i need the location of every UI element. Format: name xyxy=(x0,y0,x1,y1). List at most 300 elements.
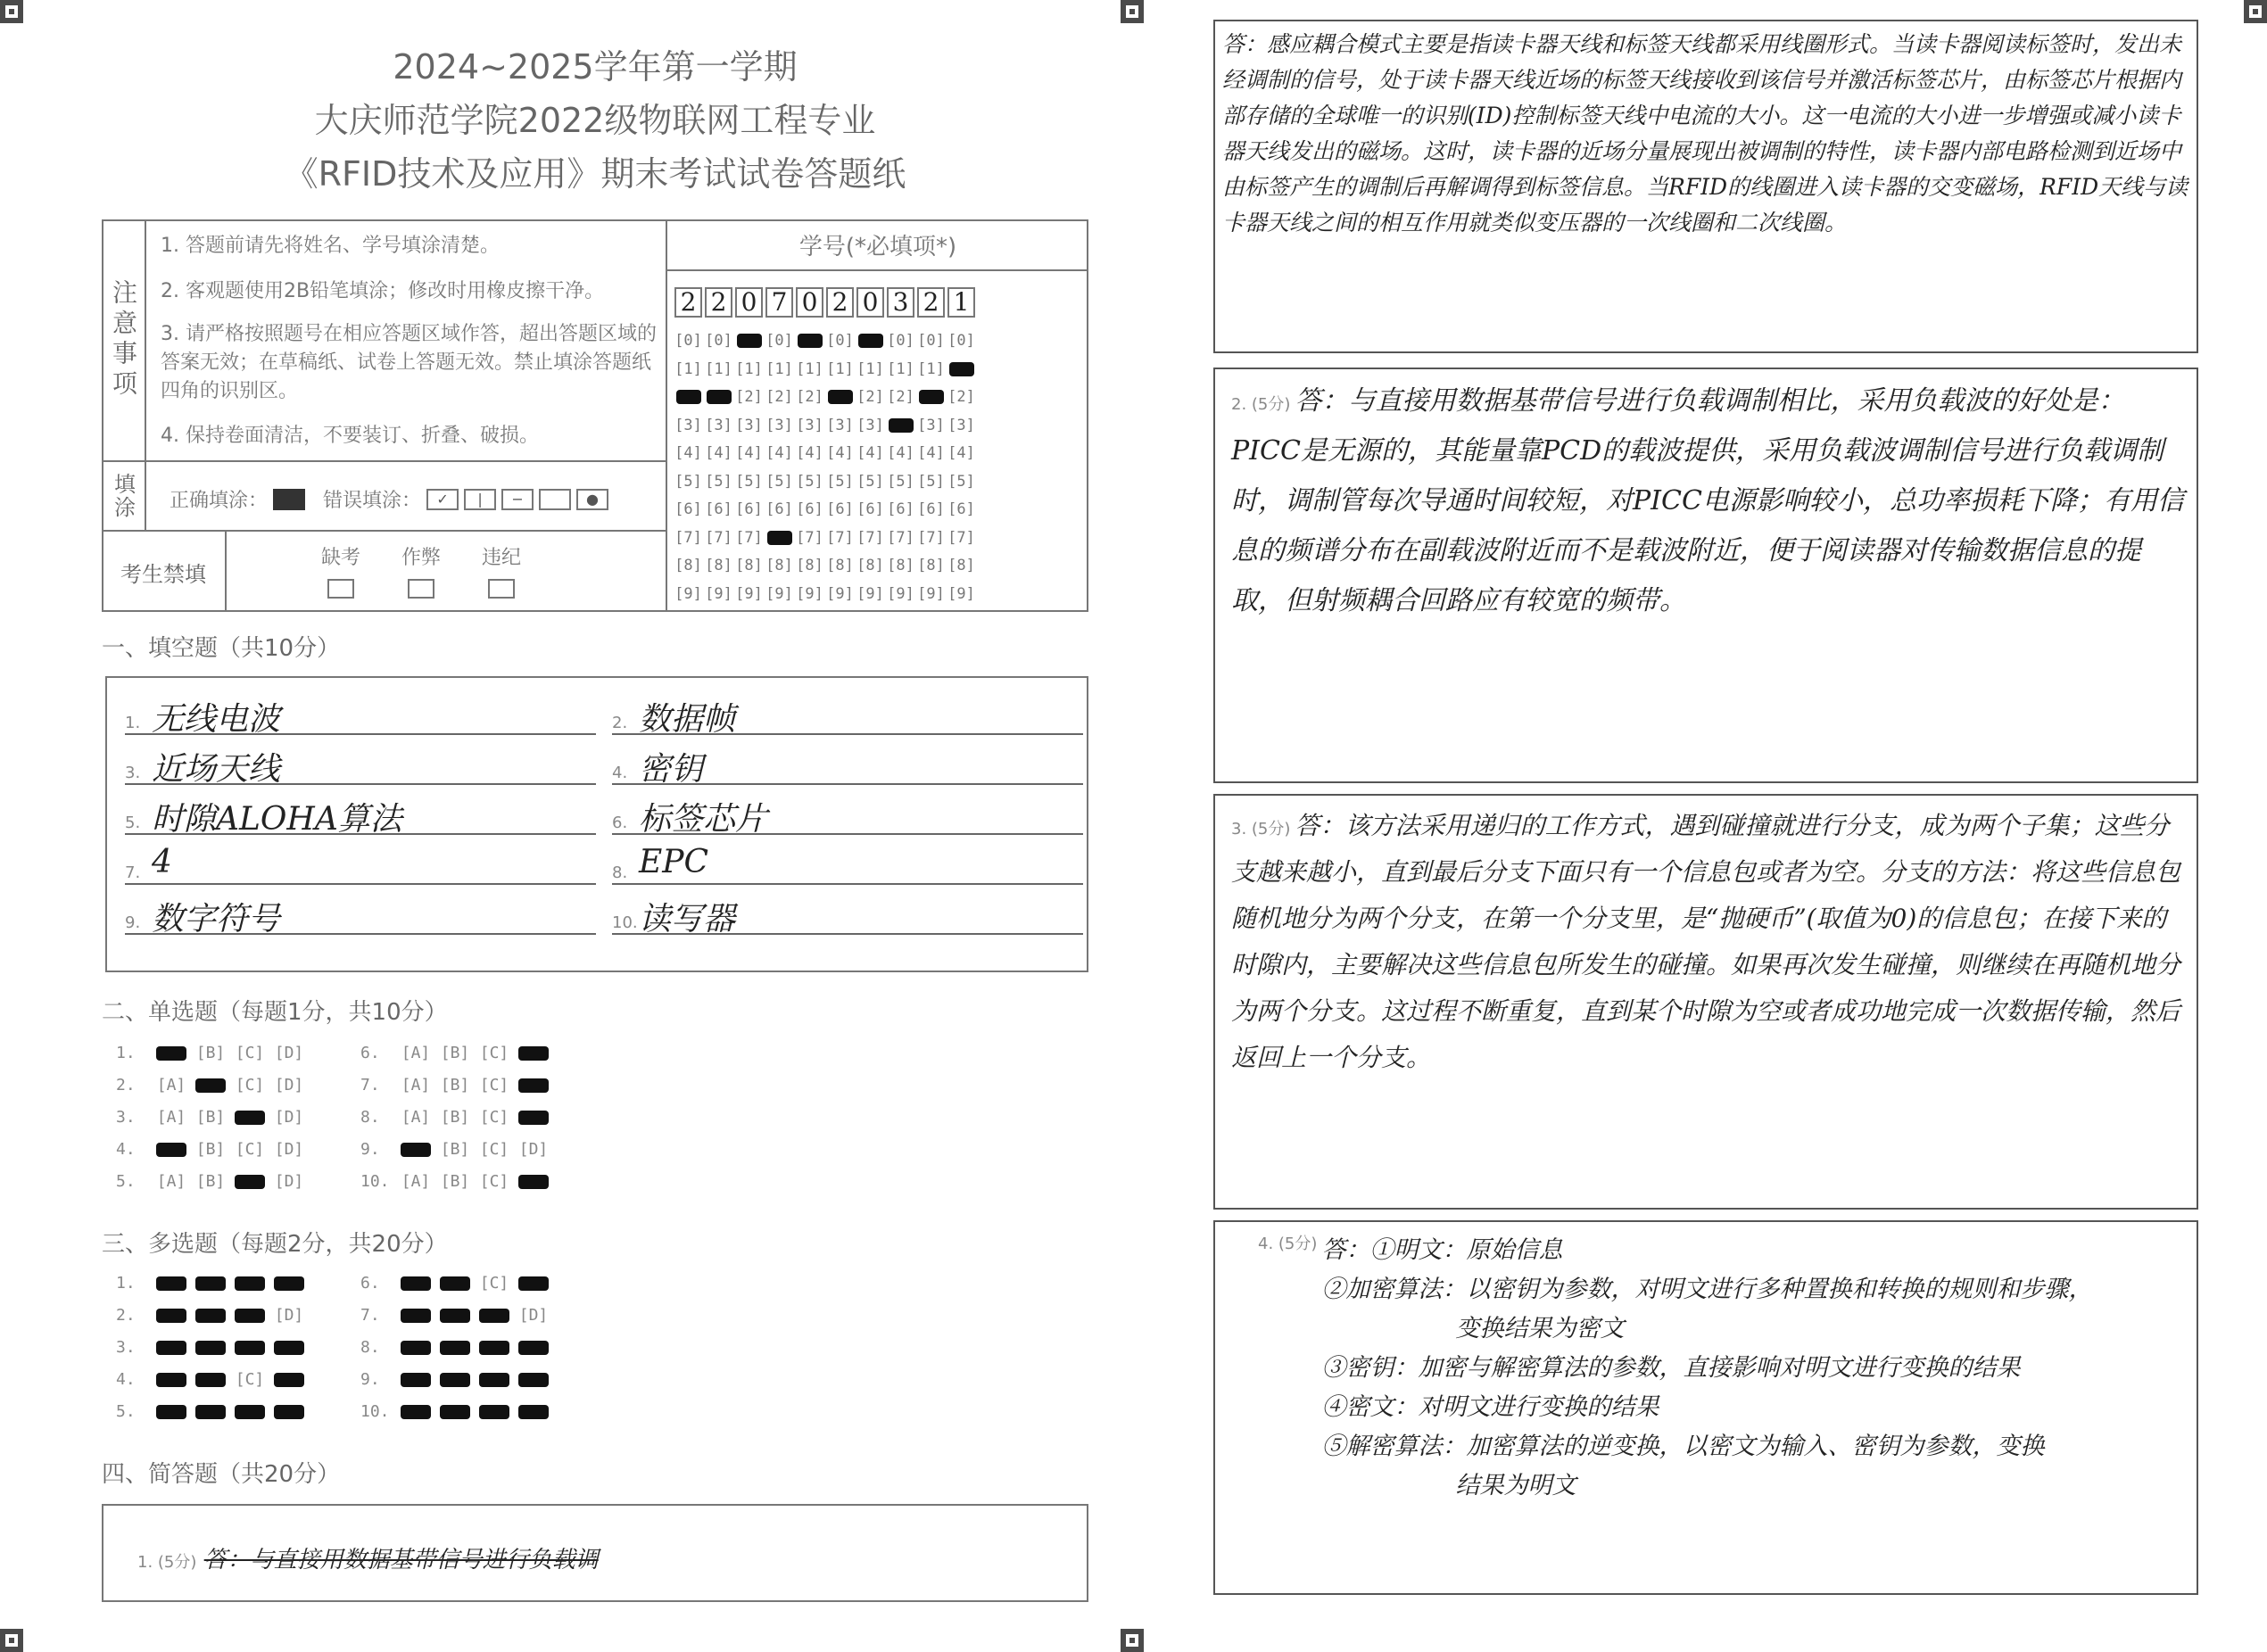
choice-option[interactable]: [C] xyxy=(235,1370,265,1389)
id-bubble-filled[interactable] xyxy=(826,388,854,417)
choice-filled[interactable] xyxy=(518,1373,549,1387)
choice-option[interactable]: [B] xyxy=(440,1140,470,1159)
id-bubble[interactable]: [4] xyxy=(674,444,702,462)
q4-line: 变换结果为密文 xyxy=(1455,1315,1625,1342)
id-bubble-filled[interactable] xyxy=(765,529,793,558)
choice-number: 2. xyxy=(116,1076,136,1094)
id-bubble[interactable]: [1] xyxy=(796,359,823,378)
id-bubble[interactable]: [8] xyxy=(735,557,763,574)
filled-mark xyxy=(707,390,732,404)
id-bubble[interactable]: [1] xyxy=(735,359,763,378)
divider xyxy=(102,460,666,462)
choice-row xyxy=(116,1140,309,1159)
id-bubble[interactable]: [0] xyxy=(674,332,702,350)
choice-filled[interactable] xyxy=(235,1111,265,1125)
notice-label: 注意事项 xyxy=(102,219,146,460)
choice-filled[interactable] xyxy=(401,1309,431,1323)
choice-filled[interactable] xyxy=(195,1373,226,1387)
id-bubble[interactable]: [8] xyxy=(887,557,914,574)
id-bubble[interactable]: [0] xyxy=(826,332,854,350)
id-bubble-filled[interactable] xyxy=(887,417,914,445)
choice-option[interactable]: [C] xyxy=(479,1076,509,1094)
student-id-digit: 0 xyxy=(735,287,763,318)
id-bubble[interactable]: [4] xyxy=(887,444,914,462)
fill-underline xyxy=(612,883,1083,885)
choice-row xyxy=(360,1140,553,1159)
choice-option[interactable]: [B] xyxy=(440,1108,470,1127)
choice-row xyxy=(360,1306,553,1325)
id-bubble[interactable]: [1] xyxy=(705,359,732,378)
q4-line: ③密钥：加密与解密算法的参数，直接影响对明文进行变换的结果 xyxy=(1321,1354,2021,1382)
choice-filled[interactable] xyxy=(156,1046,186,1061)
id-bubble[interactable]: [5] xyxy=(826,472,854,491)
id-bubble[interactable]: [5] xyxy=(917,472,945,491)
id-bubble-filled[interactable] xyxy=(674,388,702,417)
choice-row xyxy=(360,1338,553,1357)
choice-number: 6. xyxy=(360,1044,380,1062)
student-id-digit: 0 xyxy=(856,287,884,318)
choice-filled[interactable] xyxy=(156,1341,186,1355)
fill-wrong-label: 错误填涂： xyxy=(323,490,422,512)
id-bubble[interactable]: [8] xyxy=(856,557,884,574)
id-bubble[interactable]: [7] xyxy=(917,528,945,547)
choice-row xyxy=(116,1044,309,1062)
choice-option[interactable]: [B] xyxy=(195,1140,226,1159)
id-bubble[interactable]: [8] xyxy=(705,557,732,574)
student-id-digit: 0 xyxy=(796,287,823,318)
exam-status-label: 考生禁填 xyxy=(102,532,227,612)
choice-option[interactable]: [D] xyxy=(274,1044,304,1062)
id-bubble[interactable]: [3] xyxy=(917,416,945,434)
id-bubble[interactable]: [9] xyxy=(826,584,854,603)
fill-answer-text: 读写器 xyxy=(639,901,736,938)
choice-filled[interactable] xyxy=(235,1309,265,1323)
choice-number: 4. xyxy=(116,1140,136,1159)
notice-list xyxy=(161,230,660,448)
fill-answer-text: 无线电波 xyxy=(152,701,281,738)
fill-guide-label: 填涂 xyxy=(102,462,146,530)
id-bubble[interactable]: [5] xyxy=(674,472,702,491)
choice-filled[interactable] xyxy=(518,1175,549,1189)
id-bubble[interactable]: [2] xyxy=(735,388,763,406)
header-line-2: 大庆师范学院2022级物联网工程专业 xyxy=(314,101,876,140)
choice-filled[interactable] xyxy=(235,1276,265,1291)
id-bubble-row xyxy=(674,388,975,417)
fill-answer-text: 近场天线 xyxy=(152,751,281,788)
choice-filled[interactable] xyxy=(195,1078,226,1093)
q4-line: ④密文：对明文进行变换的结果 xyxy=(1321,1393,1659,1421)
divider xyxy=(667,269,1088,271)
id-bubble[interactable]: [9] xyxy=(887,584,914,603)
choice-option[interactable]: [A] xyxy=(401,1172,431,1191)
q1-text: 答：与直接用数据基带信号进行负载调 xyxy=(203,1547,599,1574)
choice-option[interactable]: [A] xyxy=(401,1044,431,1062)
choice-filled[interactable] xyxy=(401,1373,431,1387)
student-id-bubble-grid xyxy=(674,332,975,613)
choice-filled[interactable] xyxy=(440,1405,470,1419)
choice-option[interactable]: [D] xyxy=(274,1306,304,1325)
id-bubble[interactable]: [3] xyxy=(674,416,702,434)
id-bubble[interactable]: [9] xyxy=(856,584,884,603)
choice-filled[interactable] xyxy=(235,1405,265,1419)
fill-answer-text: 时隙ALOHA算法 xyxy=(152,801,402,838)
choice-filled[interactable] xyxy=(195,1341,226,1355)
id-bubble[interactable]: [7] xyxy=(947,528,975,547)
choice-option[interactable]: [C] xyxy=(479,1274,509,1293)
q3-text: 答：该方法采用递归的工作方式，遇到碰撞就进行分支，成为两个子集；这些分支越来越小，直到最后分支下面只有一个信息包或者为空。分支的方法：将这些信息包随机地分为两个分支，在第一个分支里，是“抛硬币”(取值为0)的信息包；在接下来的时隙内，主要解决这些信息包所发生的碰撞。如果再次发生碰撞，则继续在再随机地分为两个分支。这过程不断重复，直到某个时隙为空或者成功地完成一次数据传输，然后返回上一个分支。 xyxy=(1231,811,2181,1072)
id-bubble[interactable]: [1] xyxy=(917,359,945,378)
choice-option[interactable]: [A] xyxy=(156,1076,186,1094)
choice-filled[interactable] xyxy=(274,1405,304,1419)
id-bubble-row xyxy=(674,473,975,501)
choice-option[interactable]: [A] xyxy=(401,1076,431,1094)
q2-label: 2. (5分) xyxy=(1231,395,1291,414)
id-bubble-row xyxy=(674,360,975,389)
id-bubble[interactable]: [7] xyxy=(796,528,823,547)
q4-label: 4. (5分) xyxy=(1258,1235,1318,1253)
choice-number: 3. xyxy=(116,1108,136,1127)
id-bubble[interactable]: [0] xyxy=(917,332,945,350)
id-bubble[interactable]: [2] xyxy=(887,388,914,406)
choice-number: 6. xyxy=(360,1274,380,1293)
id-bubble[interactable]: [9] xyxy=(796,584,823,603)
id-bubble[interactable]: [5] xyxy=(735,472,763,491)
id-bubble[interactable]: [6] xyxy=(826,500,854,518)
id-bubble[interactable]: [8] xyxy=(796,557,823,574)
student-id-digit: 2 xyxy=(674,287,702,318)
id-bubble[interactable]: [7] xyxy=(856,528,884,547)
student-id-digit: 2 xyxy=(705,287,732,318)
q4-answer xyxy=(1258,1231,2186,1506)
id-bubble[interactable]: [9] xyxy=(674,584,702,603)
cheat-checkbox[interactable] xyxy=(408,579,434,599)
absent-label: 缺考 xyxy=(321,547,361,569)
choice-row xyxy=(360,1108,553,1127)
choice-option[interactable]: [D] xyxy=(274,1172,304,1191)
id-bubble[interactable]: [9] xyxy=(735,584,763,603)
id-bubble-row xyxy=(674,444,975,473)
fill-number: 9. xyxy=(125,913,141,932)
id-bubble[interactable]: [8] xyxy=(917,557,945,574)
choice-filled[interactable] xyxy=(401,1341,431,1355)
fill-number: 5. xyxy=(125,814,141,832)
filled-mark xyxy=(889,418,914,433)
fill-answer-text: 密钥 xyxy=(639,751,704,788)
choice-option[interactable]: [A] xyxy=(401,1108,431,1127)
notice-item: 4. 保持卷面清洁，不要装订、折叠、破损。 xyxy=(161,425,539,447)
choice-number: 5. xyxy=(116,1402,136,1421)
choice-filled[interactable] xyxy=(518,1341,549,1355)
student-id-digits xyxy=(674,287,975,318)
choice-number: 1. xyxy=(116,1044,136,1062)
choice-filled[interactable] xyxy=(440,1373,470,1387)
fill-number: 10. xyxy=(612,913,638,932)
id-bubble[interactable]: [2] xyxy=(796,388,823,406)
q1-label: 1. (5分) xyxy=(137,1553,197,1572)
cheat-label: 作弊 xyxy=(401,547,442,569)
id-bubble[interactable]: [9] xyxy=(917,584,945,603)
id-bubble-filled[interactable] xyxy=(796,332,823,360)
choice-number: 1. xyxy=(116,1274,136,1293)
fill-number: 6. xyxy=(612,814,628,832)
id-bubble[interactable]: [6] xyxy=(947,500,975,518)
absent-checkbox[interactable] xyxy=(327,579,354,599)
choice-row xyxy=(116,1172,309,1191)
dot-icon: ● xyxy=(576,489,608,510)
q4-line: 结果为明文 xyxy=(1455,1472,1576,1499)
choice-filled[interactable] xyxy=(274,1276,304,1291)
choice-filled[interactable] xyxy=(518,1078,549,1093)
id-bubble[interactable]: [7] xyxy=(735,528,763,547)
choice-number: 5. xyxy=(116,1172,136,1191)
choice-option[interactable]: [C] xyxy=(235,1140,265,1159)
choice-option[interactable]: [C] xyxy=(479,1172,509,1191)
id-bubble[interactable]: [3] xyxy=(735,416,763,434)
choice-filled[interactable] xyxy=(440,1276,470,1291)
choice-number: 7. xyxy=(360,1306,380,1325)
choice-option[interactable]: [B] xyxy=(195,1108,226,1127)
id-bubble[interactable]: [5] xyxy=(887,472,914,491)
student-id-digit: 1 xyxy=(947,287,975,318)
id-bubble[interactable]: [8] xyxy=(826,557,854,574)
id-bubble[interactable]: [6] xyxy=(765,500,793,518)
choice-filled[interactable] xyxy=(156,1276,186,1291)
q2-text: 答：与直接用数据基带信号进行负载调制相比，采用负载波的好处是：PICC是无源的，其能量靠PCD的载波提供，采用负载波调制信号进行负载调制时，调制管每次导通时间较短，对PICC电源影响较小，总功率损耗下降；有用信息的频谱分布在副载波附近而不是载波附近，便于阅读器对传输数据信息的提取，但射频耦合回路应有较宽的频带。 xyxy=(1231,385,2184,616)
id-bubble[interactable]: [4] xyxy=(947,444,975,462)
q4-line: ②加密算法：以密钥为参数，对明文进行多种置换和转换的规则和步骤， xyxy=(1321,1276,2093,1303)
fill-underline xyxy=(125,883,596,885)
id-bubble[interactable]: [2] xyxy=(765,388,793,406)
fill-answer-text: 数据帧 xyxy=(639,701,736,738)
choice-option[interactable]: [C] xyxy=(235,1044,265,1062)
fill-guide xyxy=(170,485,608,513)
id-bubble[interactable]: [2] xyxy=(947,388,975,406)
choice-filled[interactable] xyxy=(274,1373,304,1387)
fill-number: 7. xyxy=(125,863,141,882)
choice-filled[interactable] xyxy=(156,1309,186,1323)
id-bubble[interactable]: [5] xyxy=(947,472,975,491)
section4-title: 四、简答题（共20分） xyxy=(102,1461,341,1488)
choice-row xyxy=(360,1172,553,1191)
id-bubble[interactable]: [7] xyxy=(887,528,914,547)
q4-lines xyxy=(1322,1231,2093,1506)
choice-option[interactable]: [D] xyxy=(518,1140,549,1159)
id-bubble[interactable]: [3] xyxy=(856,416,884,434)
id-bubble[interactable]: [6] xyxy=(856,500,884,518)
choice-option[interactable]: [C] xyxy=(479,1044,509,1062)
choice-option[interactable]: [D] xyxy=(274,1076,304,1094)
choice-filled[interactable] xyxy=(401,1276,431,1291)
choice-option[interactable]: [B] xyxy=(440,1044,470,1062)
choice-option[interactable]: [C] xyxy=(235,1076,265,1094)
notice-item: 1. 答题前请先将姓名、学号填涂清楚。 xyxy=(161,235,500,257)
choice-option[interactable]: [D] xyxy=(274,1140,304,1159)
choice-option[interactable]: [D] xyxy=(274,1108,304,1127)
id-bubble[interactable]: [4] xyxy=(796,444,823,462)
id-bubble[interactable]: [5] xyxy=(765,472,793,491)
filled-mark xyxy=(737,334,762,348)
choice-filled[interactable] xyxy=(518,1276,549,1291)
q4-line: ⑤解密算法：加密算法的逆变换，以密文为输入、密钥为参数，变换 xyxy=(1321,1433,2045,1460)
id-bubble-row xyxy=(674,529,975,558)
notice-item: 3. 请严格按照题号在相应答题区域作答，超出答题区域的答案无效；在草稿纸、试卷上答题无效。禁止填涂答题纸四角的识别区。 xyxy=(161,323,657,402)
choice-row xyxy=(360,1370,553,1389)
choice-filled[interactable] xyxy=(235,1341,265,1355)
id-bubble-filled[interactable] xyxy=(856,332,884,360)
choice-filled[interactable] xyxy=(401,1143,431,1157)
id-bubble[interactable]: [9] xyxy=(765,584,793,603)
choice-option[interactable]: [D] xyxy=(518,1306,549,1325)
fill-answer-text: 4 xyxy=(152,844,172,880)
id-bubble-filled[interactable] xyxy=(705,388,732,417)
choice-filled[interactable] xyxy=(195,1276,226,1291)
id-bubble[interactable]: [6] xyxy=(735,500,763,518)
choice-option[interactable]: [A] xyxy=(156,1172,186,1191)
student-id-digit: 3 xyxy=(887,287,914,318)
choice-filled[interactable] xyxy=(156,1143,186,1157)
id-bubble[interactable]: [0] xyxy=(765,332,793,350)
choice-number: 2. xyxy=(116,1306,136,1325)
filled-mark xyxy=(919,390,944,404)
choice-number: 10. xyxy=(360,1402,390,1421)
fill-number: 2. xyxy=(612,714,628,732)
choice-filled[interactable] xyxy=(518,1046,549,1061)
id-bubble[interactable]: [1] xyxy=(765,359,793,378)
filled-mark xyxy=(949,362,974,376)
choice-option[interactable]: [B] xyxy=(195,1172,226,1191)
fill-number: 1. xyxy=(125,714,141,732)
id-bubble[interactable]: [4] xyxy=(735,444,763,462)
id-bubble[interactable]: [5] xyxy=(796,472,823,491)
id-bubble[interactable]: [4] xyxy=(917,444,945,462)
filled-mark xyxy=(828,390,853,404)
id-bubble[interactable]: [1] xyxy=(674,359,702,378)
id-bubble[interactable]: [4] xyxy=(765,444,793,462)
choice-row xyxy=(360,1402,553,1421)
filled-mark xyxy=(767,531,792,545)
q4-line: 答：①明文：原始信息 xyxy=(1321,1236,1563,1264)
id-bubble[interactable]: [8] xyxy=(947,557,975,574)
choice-row xyxy=(360,1274,553,1293)
fill-number: 3. xyxy=(125,764,141,782)
fill-answer-text: 数字符号 xyxy=(152,901,281,938)
choice-filled[interactable] xyxy=(518,1111,549,1125)
id-bubble[interactable]: [7] xyxy=(705,528,732,547)
id-bubble[interactable]: [8] xyxy=(765,557,793,574)
choice-row xyxy=(116,1370,309,1389)
choice-option[interactable]: [A] xyxy=(156,1108,186,1127)
id-bubble[interactable]: [4] xyxy=(826,444,854,462)
id-bubble[interactable]: [3] xyxy=(765,416,793,434)
id-bubble[interactable]: [6] xyxy=(917,500,945,518)
id-bubble[interactable]: [8] xyxy=(674,557,702,574)
choice-filled[interactable] xyxy=(479,1309,509,1323)
choice-filled[interactable] xyxy=(156,1373,186,1387)
choice-filled[interactable] xyxy=(479,1373,509,1387)
id-bubble[interactable]: [3] xyxy=(796,416,823,434)
q2-answer xyxy=(1231,376,2186,626)
violation-checkbox[interactable] xyxy=(488,579,515,599)
fill-correct-sample xyxy=(273,489,305,510)
notice-item: 2. 客观题使用2B铅笔填涂；修改时用橡皮擦干净。 xyxy=(161,280,605,302)
violation-label: 违纪 xyxy=(482,547,522,569)
id-bubble[interactable]: [5] xyxy=(705,472,732,491)
id-bubble-row xyxy=(674,332,975,360)
id-bubble[interactable]: [1] xyxy=(826,359,854,378)
id-bubble-filled[interactable] xyxy=(917,388,945,417)
right-page xyxy=(1133,0,2267,1652)
id-bubble[interactable]: [9] xyxy=(705,584,732,603)
choice-filled[interactable] xyxy=(518,1405,549,1419)
fill-number: 8. xyxy=(612,863,628,882)
choice-option[interactable]: [B] xyxy=(440,1076,470,1094)
id-bubble[interactable]: [0] xyxy=(705,332,732,350)
choice-filled[interactable] xyxy=(156,1405,186,1419)
fill-answer-text: EPC xyxy=(639,844,709,880)
bar-icon: | xyxy=(464,489,496,510)
filled-mark xyxy=(858,334,883,348)
choice-row xyxy=(116,1338,309,1357)
choice-filled[interactable] xyxy=(479,1341,509,1355)
id-bubble[interactable]: [1] xyxy=(887,359,914,378)
id-bubble-filled[interactable] xyxy=(735,332,763,360)
fill-answer-text: 标签芯片 xyxy=(639,801,768,838)
id-bubble[interactable]: [7] xyxy=(826,528,854,547)
id-bubble[interactable]: [4] xyxy=(705,444,732,462)
id-bubble[interactable]: [7] xyxy=(674,528,702,547)
choice-number: 7. xyxy=(360,1076,380,1094)
id-bubble[interactable]: [3] xyxy=(947,416,975,434)
choice-option[interactable]: [C] xyxy=(479,1108,509,1127)
id-bubble[interactable]: [6] xyxy=(887,500,914,518)
short-answer-q1 xyxy=(137,1541,599,1574)
id-bubble[interactable]: [0] xyxy=(887,332,914,350)
id-bubble[interactable]: [4] xyxy=(856,444,884,462)
id-bubble[interactable]: [5] xyxy=(856,472,884,491)
choice-option[interactable]: [B] xyxy=(440,1172,470,1191)
choice-number: 4. xyxy=(116,1370,136,1389)
fill-number: 4. xyxy=(612,764,628,782)
id-bubble[interactable]: [3] xyxy=(826,416,854,434)
left-page xyxy=(0,0,1133,1652)
choice-filled[interactable] xyxy=(401,1405,431,1419)
id-bubble[interactable]: [2] xyxy=(856,388,884,406)
id-bubble[interactable]: [9] xyxy=(947,584,975,603)
fill-correct-label: 正确填涂： xyxy=(170,490,269,512)
choice-option[interactable]: [C] xyxy=(479,1140,509,1159)
q3-answer xyxy=(1231,803,2186,1081)
choice-filled[interactable] xyxy=(195,1309,226,1323)
choice-option[interactable]: [B] xyxy=(195,1044,226,1062)
choice-filled[interactable] xyxy=(274,1341,304,1355)
id-bubble[interactable]: [6] xyxy=(674,500,702,518)
id-bubble[interactable]: [6] xyxy=(705,500,732,518)
id-bubble[interactable]: [0] xyxy=(947,332,975,350)
choice-number: 9. xyxy=(360,1370,380,1389)
choice-filled[interactable] xyxy=(235,1175,265,1189)
choice-number: 8. xyxy=(360,1108,380,1127)
choice-filled[interactable] xyxy=(479,1405,509,1419)
choice-number: 9. xyxy=(360,1140,380,1159)
choice-filled[interactable] xyxy=(440,1309,470,1323)
id-bubble-filled[interactable] xyxy=(947,360,975,389)
id-bubble[interactable]: [1] xyxy=(856,359,884,378)
id-bubble[interactable]: [6] xyxy=(796,500,823,518)
choice-filled[interactable] xyxy=(440,1341,470,1355)
student-id-label: 学号(*必填项*) xyxy=(798,234,957,260)
choice-filled[interactable] xyxy=(195,1405,226,1419)
id-bubble[interactable]: [3] xyxy=(705,416,732,434)
